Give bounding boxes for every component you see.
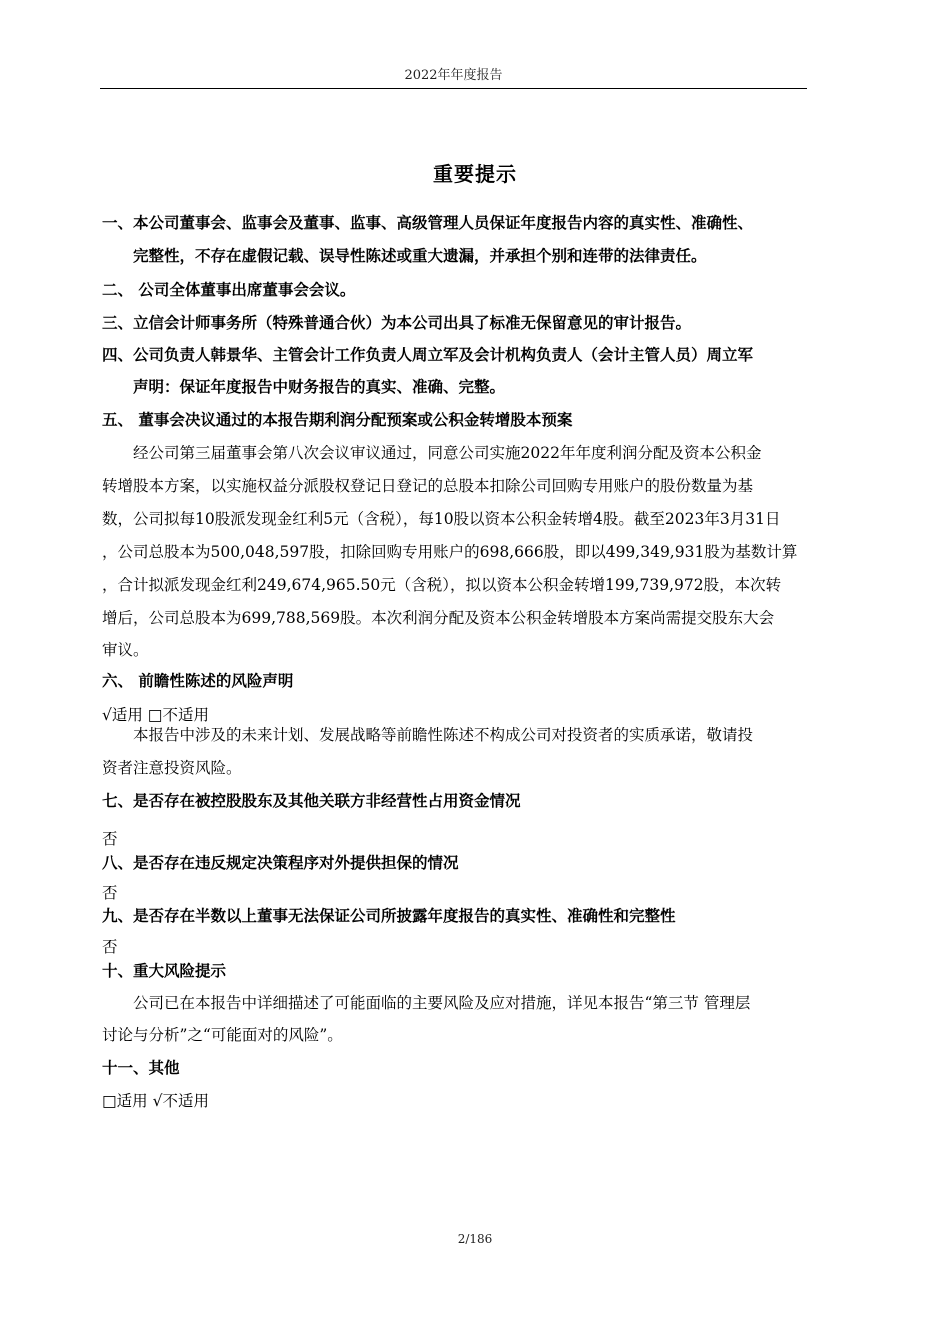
section-5-body-line: ，公司总股本为500,048,597股，扣除回购专用账户的698,666股，即以499,349,931股为基数计算: [102, 543, 798, 561]
section-11-options: □适用 √不适用: [102, 1092, 209, 1110]
section-2: 二、 公司全体董事出席董事会会议。: [102, 281, 356, 299]
section-8-answer: 否: [102, 884, 118, 902]
section-6-heading: 六、 前瞻性陈述的风险声明: [102, 672, 294, 690]
header-rule: [100, 88, 807, 89]
section-6-options: √适用 □不适用: [102, 706, 209, 724]
section-6-body-line: 本报告中涉及的未来计划、发展战略等前瞻性陈述不构成公司对投资者的实质承诺，敬请投: [133, 726, 754, 744]
section-9-answer: 否: [102, 938, 118, 956]
section-1-line-1: 一、本公司董事会、监事会及董事、监事、高级管理人员保证年度报告内容的真实性、准确性、: [102, 214, 754, 232]
section-5-body-line: 转增股本方案，以实施权益分派股权登记日登记的总股本扣除公司回购专用账户的股份数量为基: [102, 477, 754, 495]
section-7-answer: 否: [102, 830, 118, 848]
section-10-body-line: 公司已在本报告中详细描述了可能面临的主要风险及应对措施，详见本报告“第三节 管理层: [133, 994, 751, 1012]
section-5-body-line: 增后，公司总股本为699,788,569股。本次利润分配及资本公积金转增股本方案尚需提交股东大会: [102, 609, 775, 627]
section-7-heading: 七、是否存在被控股股东及其他关联方非经营性占用资金情况: [102, 792, 521, 810]
section-5-heading: 五、 董事会决议通过的本报告期利润分配预案或公积金转增股本预案: [102, 411, 573, 429]
section-8-heading: 八、是否存在违反规定决策程序对外提供担保的情况: [102, 854, 459, 872]
section-5-body-line: ，合计拟派发现金红利249,674,965.50元（含税），拟以资本公积金转增199,739,972股，本次转: [102, 576, 782, 594]
section-5-body-line: 数，公司拟每10股派发现金红利5元（含税），每10股以资本公积金转增4股。截至2023年3月31日: [102, 510, 781, 528]
section-6-body-line: 资者注意投资风险。: [102, 759, 242, 777]
section-4-line-2: 声明：保证年度报告中财务报告的真实、准确、完整。: [133, 378, 506, 396]
section-10-body-line: 讨论与分析”之“可能面对的风险”。: [102, 1026, 343, 1044]
section-10-heading: 十、重大风险提示: [102, 962, 227, 980]
section-11-heading: 十一、其他: [102, 1059, 180, 1077]
page-number: 2/186: [457, 1232, 493, 1246]
section-5-body-line: 经公司第三届董事会第八次会议审议通过，同意公司实施2022年年度利润分配及资本公积金: [133, 444, 762, 462]
section-5-body-line: 审议。: [102, 641, 149, 659]
section-9-heading: 九、是否存在半数以上董事无法保证公司所披露年度报告的真实性、准确性和完整性: [102, 907, 676, 925]
section-3: 三、立信会计师事务所（特殊普通合伙）为本公司出具了标准无保留意见的审计报告。: [102, 314, 692, 332]
section-4-line-1: 四、公司负责人韩景华、主管会计工作负责人周立军及会计机构负责人（会计主管人员）周立军: [102, 346, 754, 364]
section-1-line-2: 完整性，不存在虚假记载、误导性陈述或重大遗漏，并承担个别和连带的法律责任。: [133, 247, 707, 265]
page-header: 2022年年度报告: [404, 68, 503, 83]
page-title: 重要提示: [433, 162, 517, 186]
